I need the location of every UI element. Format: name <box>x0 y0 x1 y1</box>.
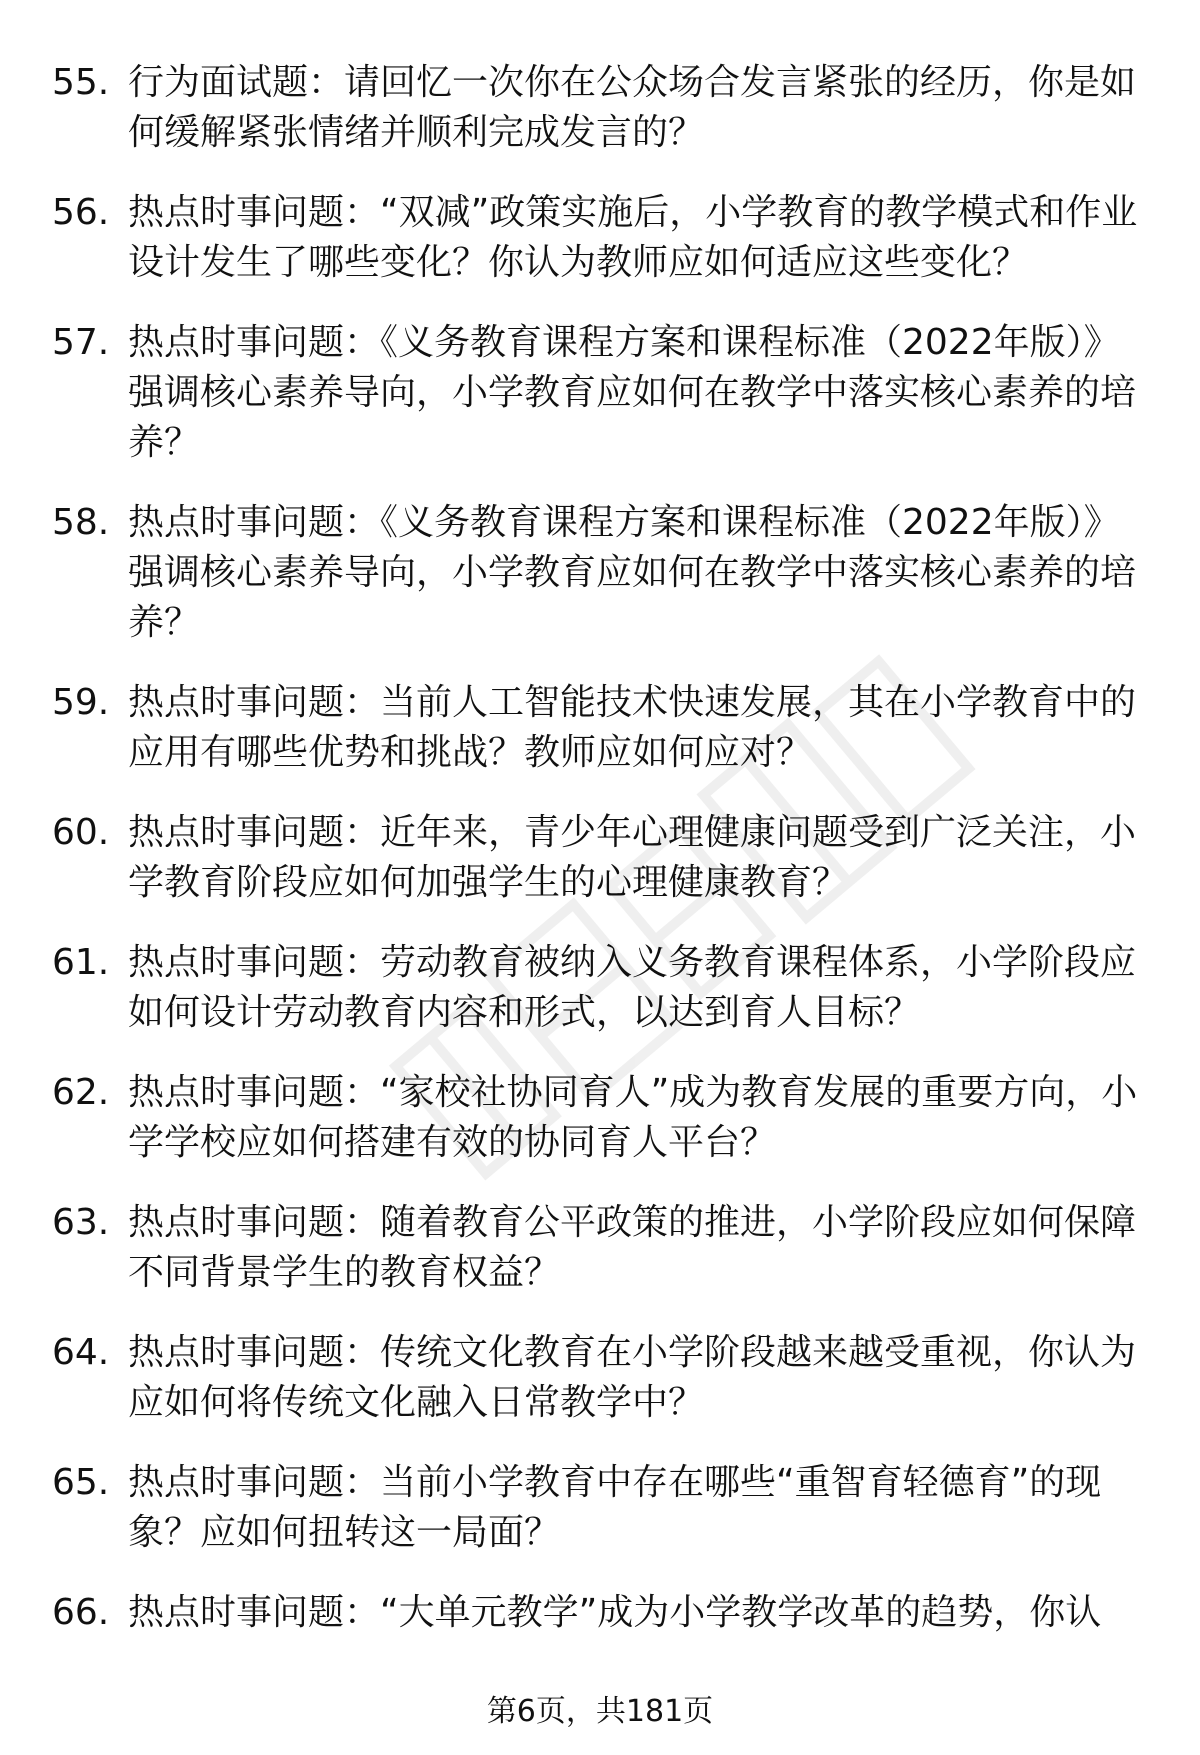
question-text: 行为面试题：请回忆一次你在公众场合发言紧张的经历，你是如何缓解紧张情绪并顺利完成发言的？ <box>128 62 1137 153</box>
question-text: 热点时事问题：《义务教育课程方案和课程标准（2022年版）》强调核心素养导向，小学教育应如何在教学中落实核心素养的培养？ <box>128 322 1137 463</box>
question-item <box>52 808 1152 908</box>
question-item <box>52 1068 1152 1168</box>
question-text: 热点时事问题：传统文化教育在小学阶段越来越受重视，你认为应如何将传统文化融入日常教学中？ <box>128 1332 1137 1423</box>
question-text: 热点时事问题：《义务教育课程方案和课程标准（2022年版）》强调核心素养导向，小学教育应如何在教学中落实核心素养的培养？ <box>128 502 1137 643</box>
question-text: 热点时事问题：劳动教育被纳入义务教育课程体系，小学阶段应如何设计劳动教育内容和形式，以达到育人目标？ <box>128 942 1137 1033</box>
question-number: 65. <box>52 1462 110 1503</box>
question-text: 热点时事问题：“大单元教学”成为小学教学改革的趋势，你认 <box>128 1592 1102 1633</box>
question-number: 64. <box>52 1332 110 1373</box>
question-list <box>52 58 1152 1668</box>
question-text: 热点时事问题：随着教育公平政策的推进，小学阶段应如何保障不同背景学生的教育权益？ <box>128 1202 1137 1293</box>
question-item <box>52 498 1152 648</box>
question-number: 61. <box>52 942 110 983</box>
question-number: 56. <box>52 192 110 233</box>
question-item <box>52 938 1152 1038</box>
question-text: 热点时事问题：近年来，青少年心理健康问题受到广泛关注，小学教育阶段应如何加强学生的心理健康教育？ <box>128 812 1137 903</box>
question-number: 66. <box>52 1592 110 1633</box>
question-text: 热点时事问题：“双减”政策实施后，小学教育的教学模式和作业设计发生了哪些变化？你认为教师应如何适应这些变化？ <box>128 192 1138 283</box>
question-text: 热点时事问题：当前人工智能技术快速发展，其在小学教育中的应用有哪些优势和挑战？教师应如何应对？ <box>128 682 1137 773</box>
question-number: 55. <box>52 62 110 103</box>
question-item <box>52 678 1152 778</box>
question-number: 58. <box>52 502 110 543</box>
question-item <box>52 318 1152 468</box>
page-footer: 第6页，共181页 <box>486 1694 714 1729</box>
question-number: 62. <box>52 1072 110 1113</box>
question-item <box>52 1328 1152 1428</box>
question-text: 热点时事问题：当前小学教育中存在哪些“重智育轻德育”的现象？应如何扭转这一局面？ <box>128 1462 1102 1553</box>
question-item <box>52 1588 1152 1638</box>
question-number: 63. <box>52 1202 110 1243</box>
question-text: 热点时事问题：“家校社协同育人”成为教育发展的重要方向，小学学校应如何搭建有效的协同育人平台？ <box>128 1072 1138 1163</box>
question-item <box>52 1198 1152 1298</box>
question-item <box>52 188 1152 288</box>
question-item <box>52 58 1152 158</box>
question-item <box>52 1458 1152 1558</box>
question-number: 57. <box>52 322 110 363</box>
question-number: 59. <box>52 682 110 723</box>
question-number: 60. <box>52 812 110 853</box>
